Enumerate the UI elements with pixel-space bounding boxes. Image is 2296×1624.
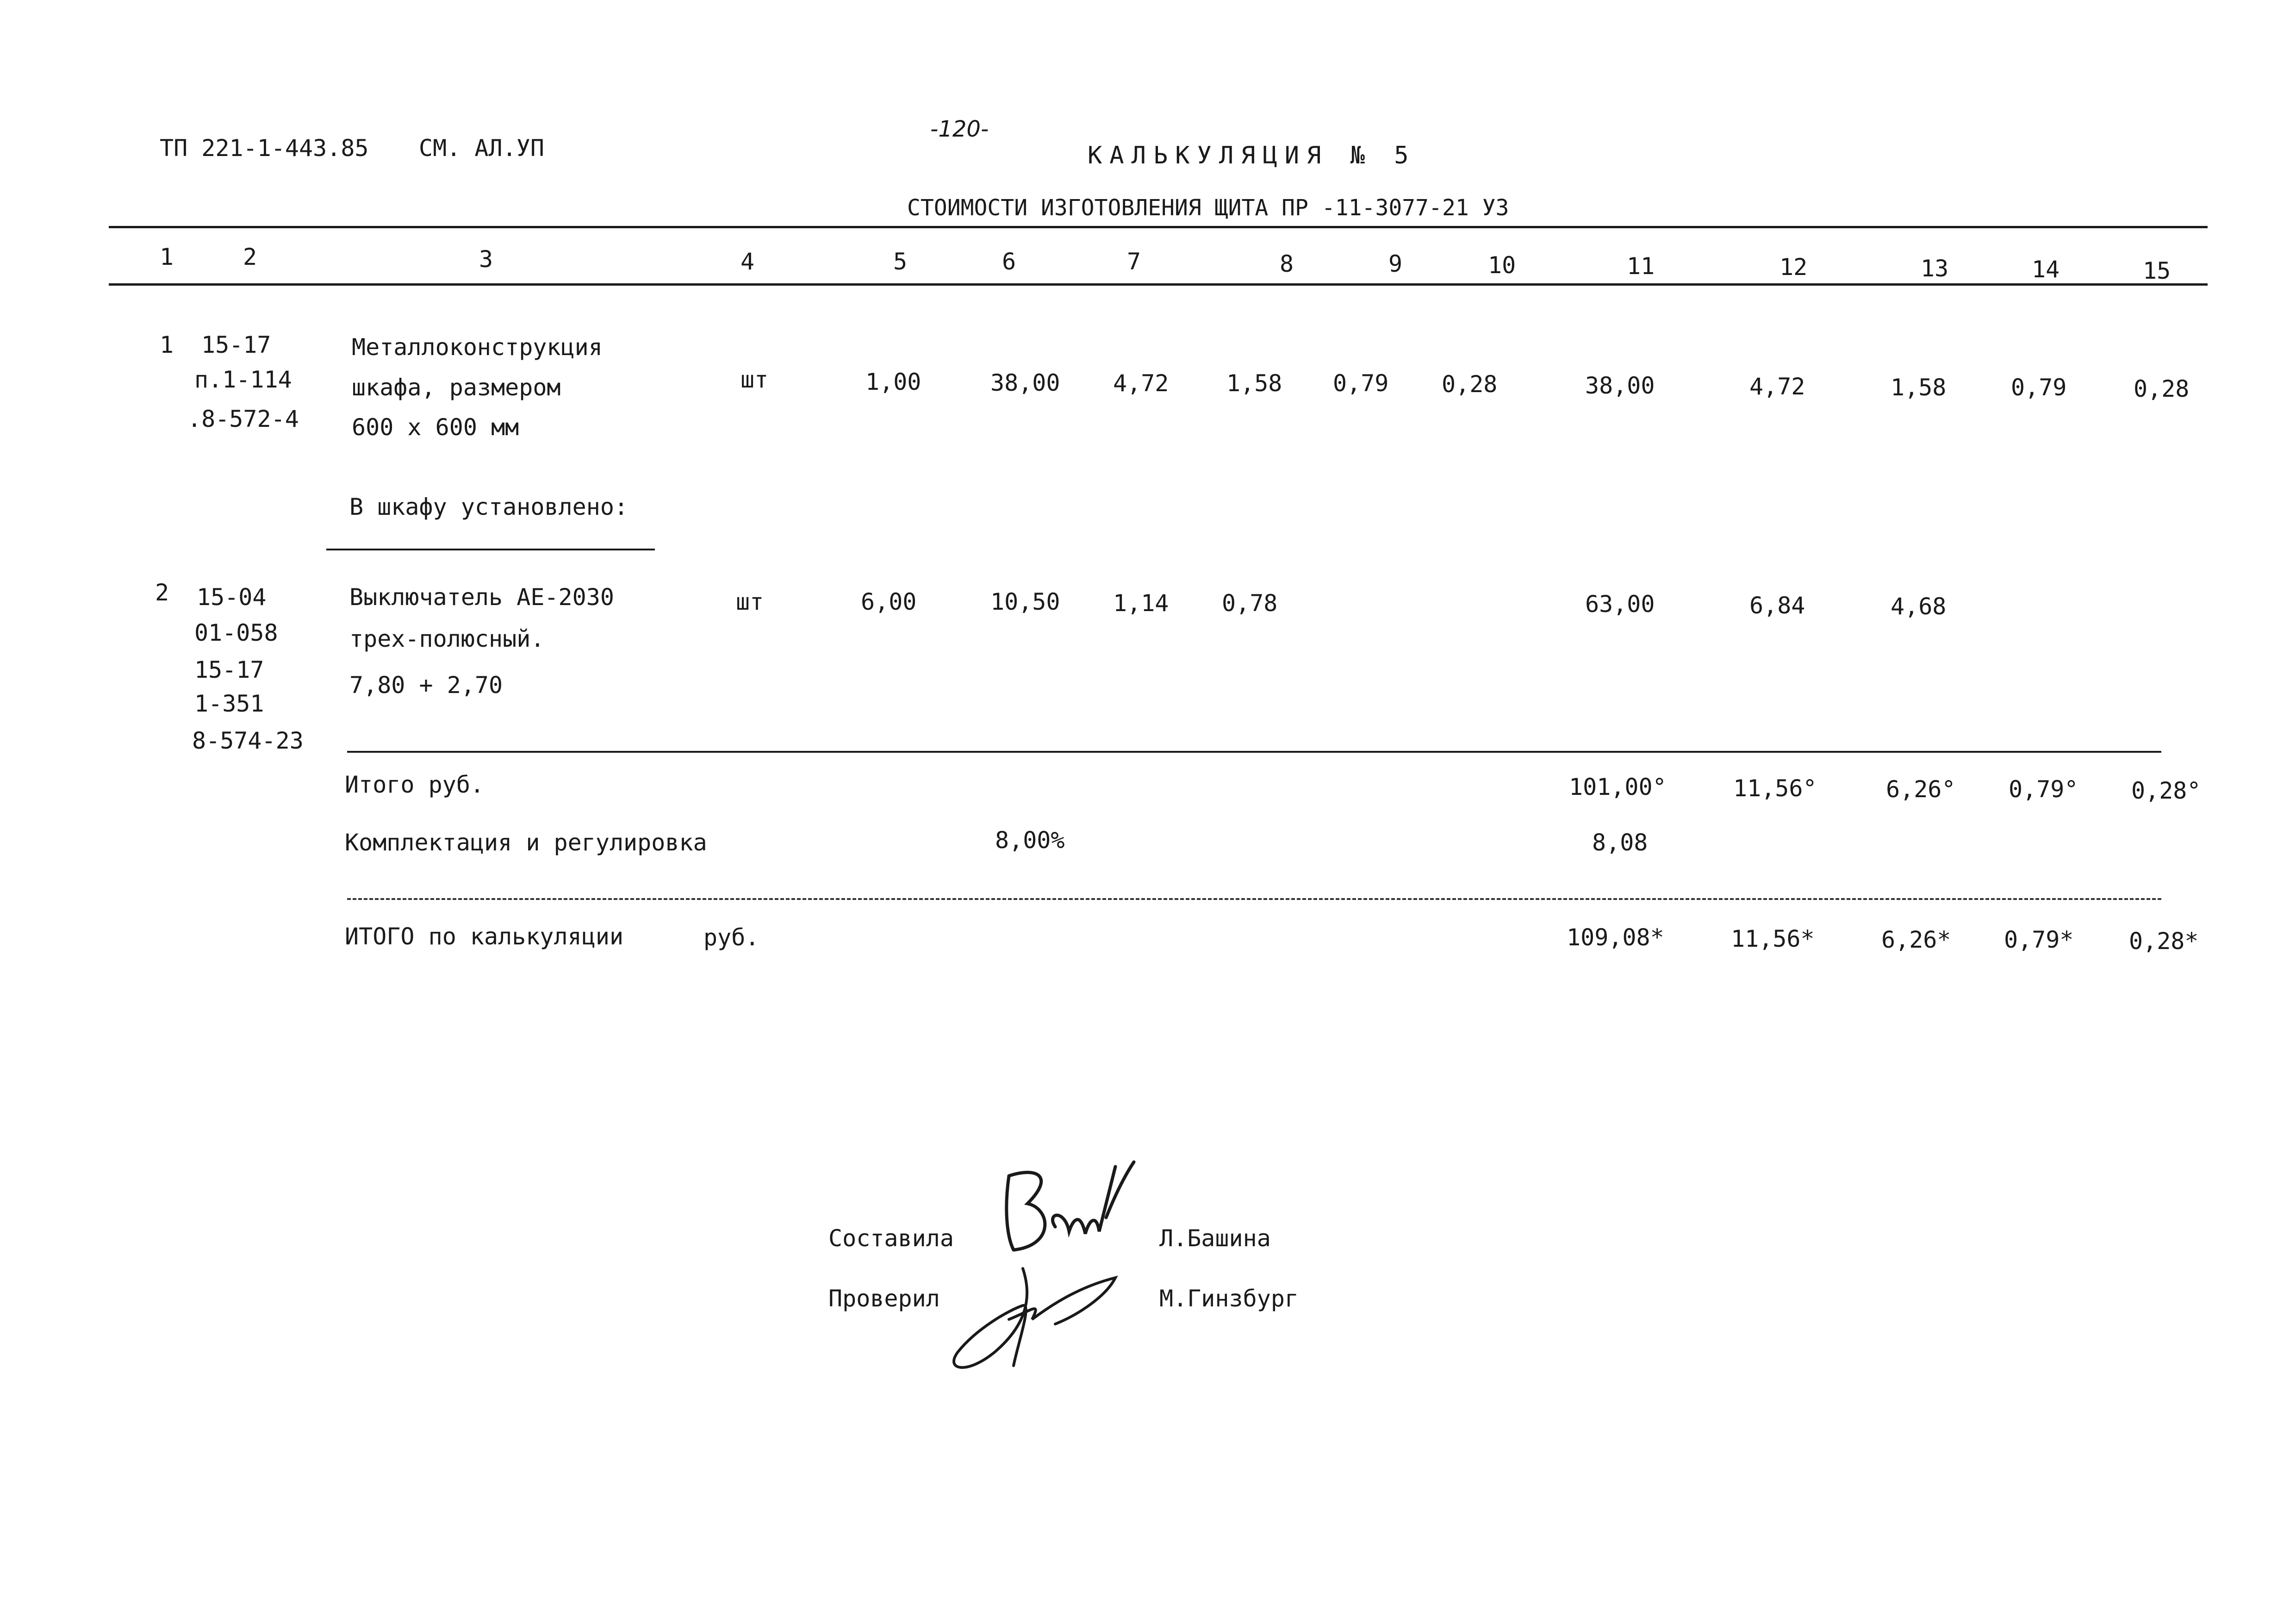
- row-col7: 4,72: [1113, 370, 1169, 397]
- row-description: шкафа, размером: [352, 374, 561, 401]
- row-col12: 4,72: [1749, 373, 1805, 400]
- installed-label: В шкафу установлено:: [349, 493, 628, 520]
- row-col6: 10,50: [990, 588, 1060, 615]
- row-col8: 0,78: [1222, 590, 1278, 617]
- checked-by-label: Проверил: [828, 1285, 940, 1312]
- total-rule: [347, 898, 2161, 900]
- total-col15: 0,28*: [2129, 928, 2199, 955]
- row-code: 15-17: [201, 331, 271, 358]
- subtotal-col11: 101,00°: [1569, 774, 1667, 800]
- column-header-4: 4: [740, 248, 755, 275]
- column-header-1: 1: [160, 244, 174, 270]
- subtotal-rule: [347, 751, 2161, 753]
- row-code: 1-351: [194, 690, 264, 717]
- assembly-percent: 8,00%: [995, 827, 1065, 854]
- row-description: Металлоконструкция: [352, 334, 603, 361]
- column-header-11: 11: [1627, 253, 1655, 280]
- subtotal-col12: 11,56°: [1733, 775, 1817, 802]
- column-header-2: 2: [243, 244, 257, 270]
- column-header-14: 14: [2032, 256, 2060, 283]
- row-col11: 38,00: [1585, 372, 1655, 399]
- row-col7: 1,14: [1113, 590, 1169, 617]
- page-number: -120-: [930, 116, 989, 142]
- row-col15: 0,28: [2134, 375, 2190, 402]
- row-col9: 0,79: [1333, 370, 1389, 397]
- row-col13: 4,68: [1891, 593, 1947, 620]
- row-number: 2: [155, 579, 169, 606]
- row-code: п.1-114: [194, 366, 292, 393]
- row-unit: шт: [740, 366, 769, 393]
- row-col12: 6,84: [1749, 592, 1805, 619]
- row-code: 15-04: [197, 584, 267, 611]
- column-header-8: 8: [1280, 250, 1294, 277]
- row-quantity: 6,00: [861, 588, 917, 615]
- row-code: 01-058: [194, 619, 278, 646]
- row-col11: 63,00: [1585, 591, 1655, 618]
- table-top-rule: [109, 226, 2208, 228]
- column-header-10: 10: [1488, 252, 1516, 279]
- document-title: КАЛЬКУЛЯЦИЯ № 5: [1088, 142, 1416, 169]
- total-col14: 0,79*: [2004, 926, 2074, 953]
- row-code: .8-572-4: [187, 406, 299, 432]
- installed-underline: [326, 549, 655, 550]
- column-header-3: 3: [479, 246, 493, 273]
- column-header-15: 15: [2143, 257, 2171, 284]
- row-code: 8-574-23: [192, 727, 304, 754]
- row-col8: 1,58: [1226, 370, 1282, 397]
- subtotal-label: Итого руб.: [345, 771, 485, 798]
- compiled-by-name: Л.Башина: [1159, 1225, 1271, 1252]
- row-description: 600 х 600 мм: [352, 414, 519, 441]
- row-unit: шт: [736, 588, 764, 615]
- row-description: трех-полюсный.: [349, 625, 545, 652]
- column-header-6: 6: [1002, 248, 1016, 275]
- document-code: ТП 221-1-443.85: [160, 135, 369, 162]
- signature-checker: [940, 1259, 1134, 1380]
- table-header-bottom-rule: [109, 283, 2208, 286]
- column-header-5: 5: [893, 248, 908, 275]
- column-header-12: 12: [1780, 254, 1808, 281]
- row-number: 1: [160, 331, 174, 358]
- subtotal-col13: 6,26°: [1886, 776, 1956, 803]
- row-description: Выключатель АЕ-2030: [349, 584, 614, 611]
- subtotal-col15: 0,28°: [2131, 777, 2201, 804]
- column-header-9: 9: [1388, 250, 1403, 277]
- album-reference: СМ. АЛ.УП: [419, 135, 544, 162]
- assembly-label: Комплектация и регулировка: [345, 829, 707, 856]
- total-label: ИТОГО по калькуляции: [345, 923, 624, 950]
- document-subtitle: СТОИМОСТИ ИЗГОТОВЛЕНИЯ ЩИТА ПР -11-3077-21 УЗ: [907, 195, 1509, 221]
- row-col10: 0,28: [1442, 371, 1498, 398]
- row-col14: 0,79: [2011, 374, 2067, 401]
- assembly-col11: 8,08: [1592, 829, 1648, 856]
- row-col6: 38,00: [990, 369, 1060, 396]
- row-code: 15-17: [194, 656, 264, 683]
- subtotal-col14: 0,79°: [2009, 776, 2078, 803]
- column-header-13: 13: [1921, 255, 1949, 282]
- row-col13: 1,58: [1891, 374, 1947, 401]
- total-col12: 11,56*: [1731, 925, 1815, 952]
- row-description: 7,80 + 2,70: [349, 672, 503, 699]
- column-header-7: 7: [1127, 248, 1141, 275]
- total-col13: 6,26*: [1881, 926, 1951, 953]
- total-unit: руб.: [703, 924, 759, 951]
- checked-by-name: М.Гинзбург: [1159, 1285, 1299, 1312]
- compiled-by-label: Составила: [828, 1225, 954, 1252]
- row-quantity: 1,00: [865, 369, 921, 395]
- total-col11: 109,08*: [1567, 924, 1664, 951]
